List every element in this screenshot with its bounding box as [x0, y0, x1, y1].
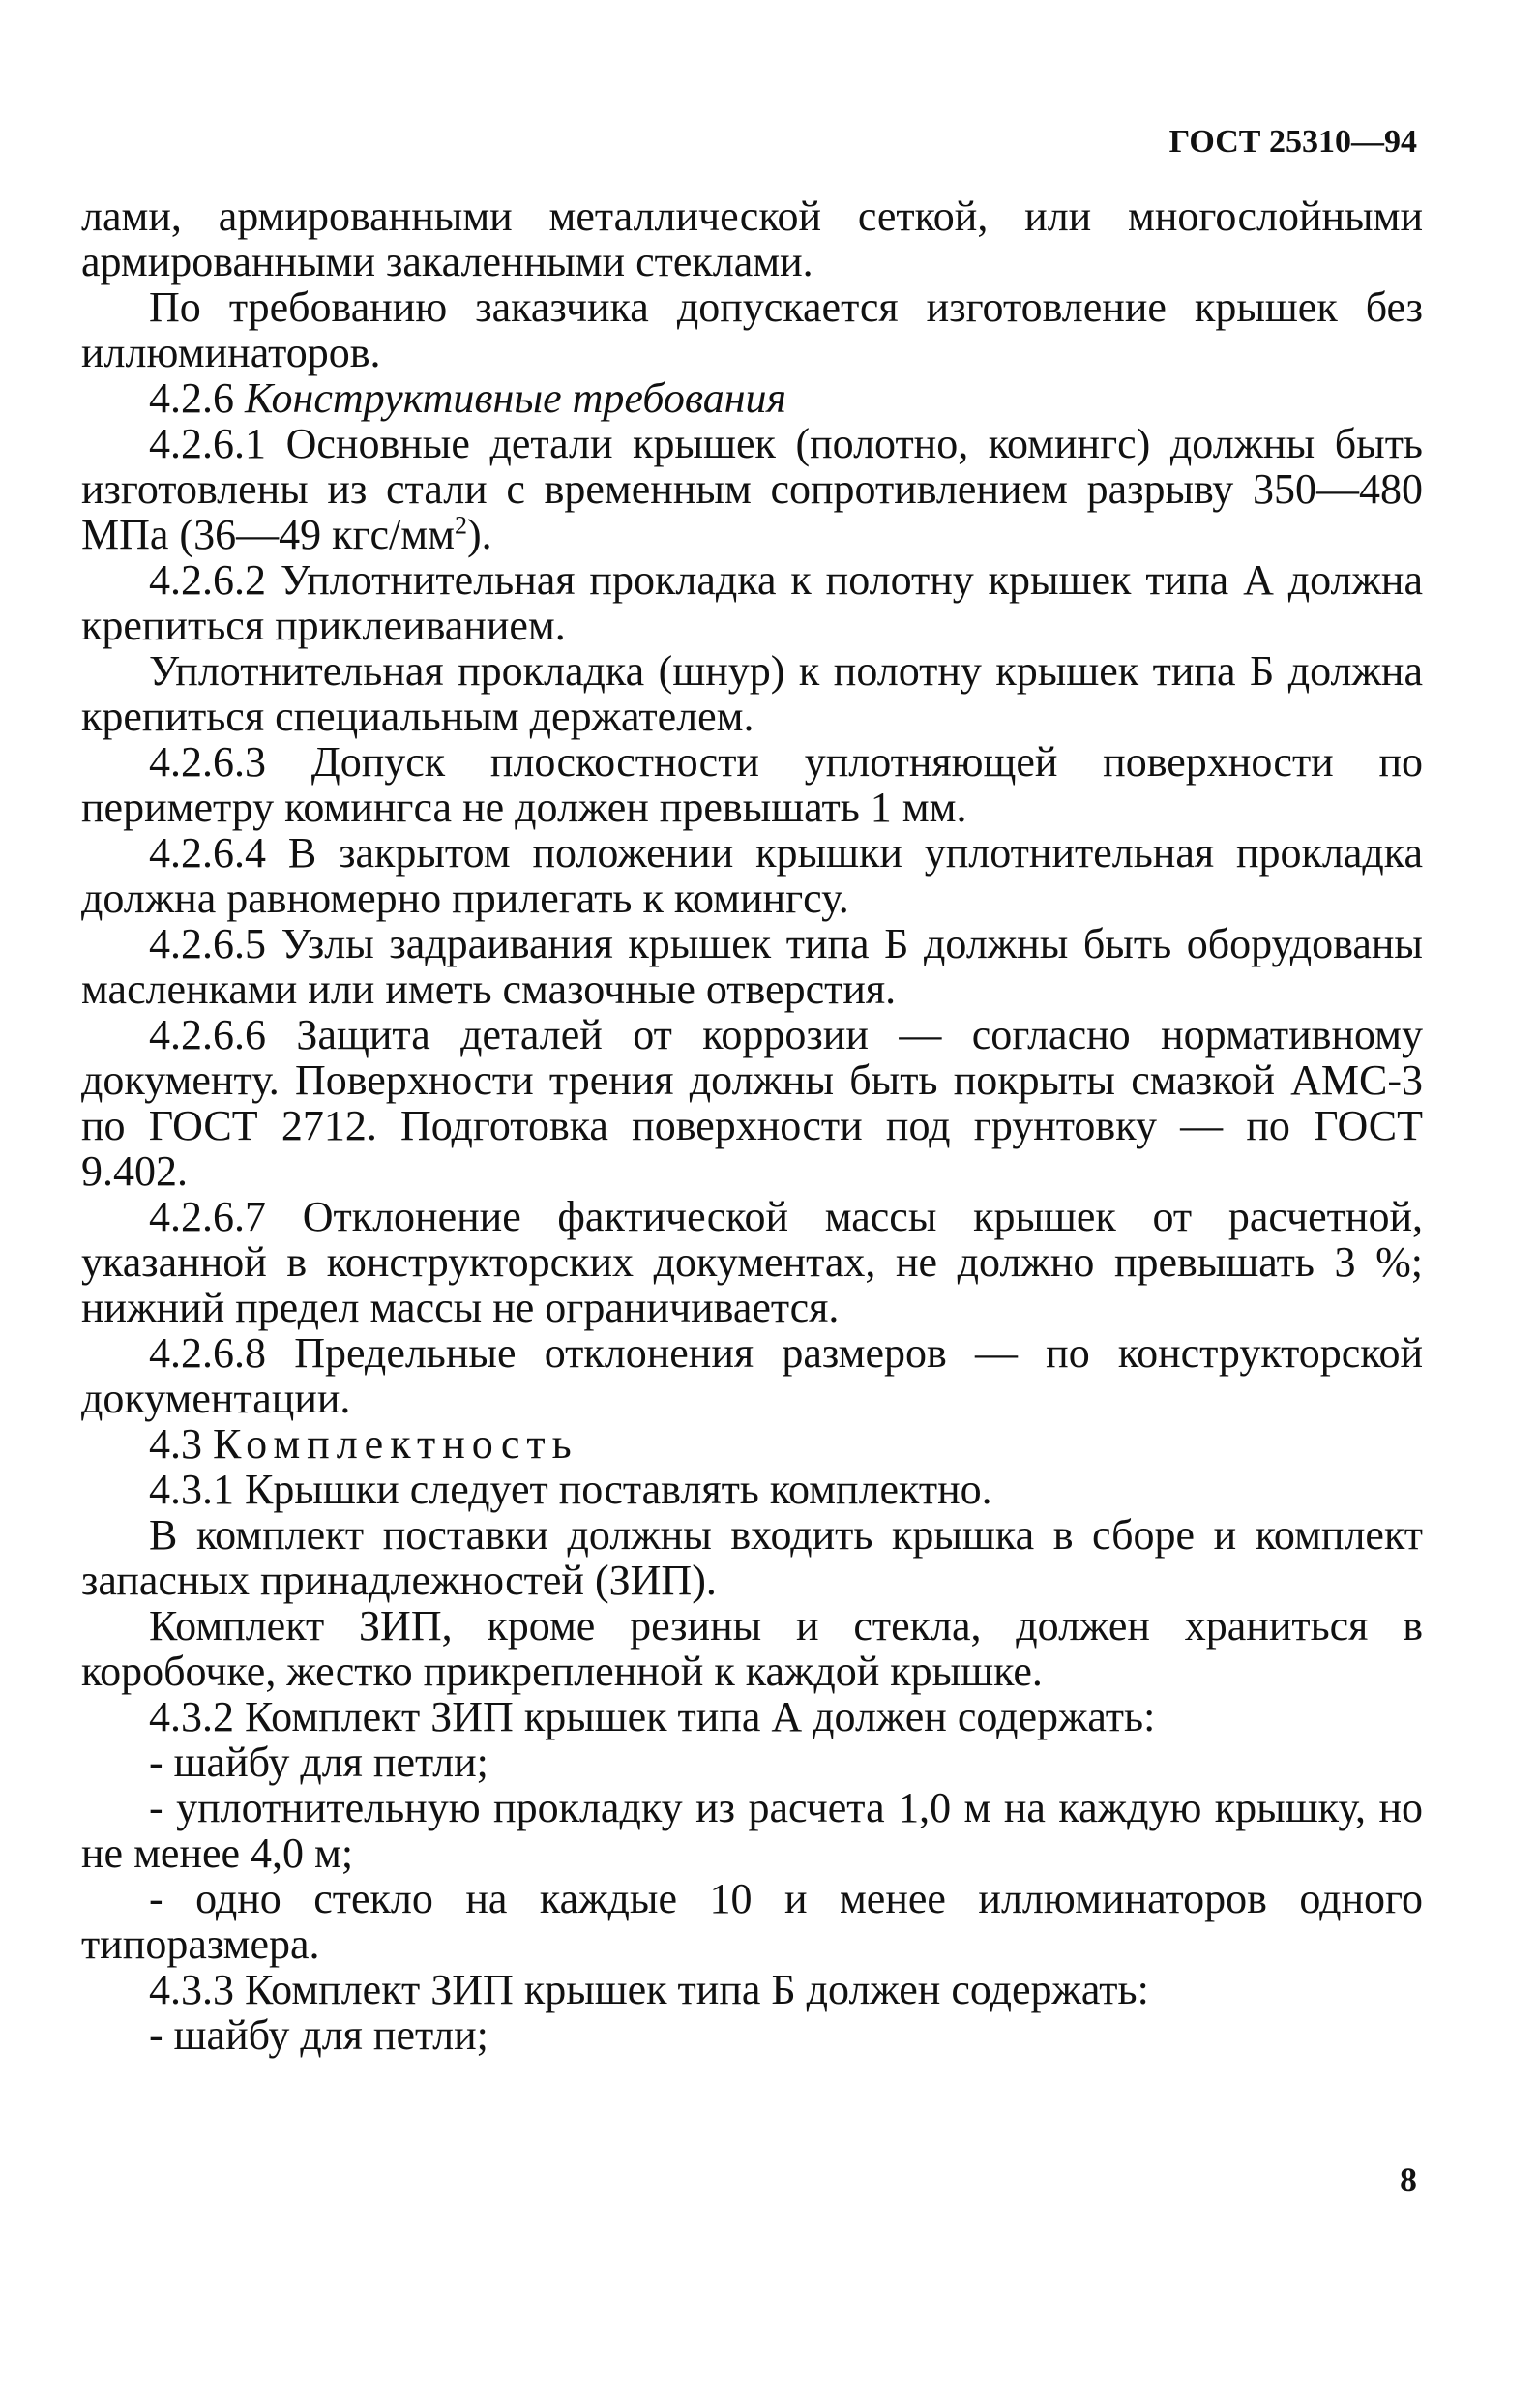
- list-item: - уплотнительную прокладку из расчета 1,0 м на каждую крышку, но не менее 4,0 м;: [81, 1784, 1423, 1877]
- paragraph-4-2-6-6: 4.2.6.6 Защита деталей от коррозии — согласно нормативному документу. Поверхности трения должны быть покрыты смазкой АМС-3 по ГОСТ 2712. Подготовка поверхности под грунтовку — по ГОСТ 9.402.: [81, 1011, 1423, 1195]
- paragraph-text: 4.2.6.1 Основные детали крышек (полотно, комингс) должны быть изготовлены из стали с временным сопротивлением разрыву 350—480 МПа (36—49 кгс/мм: [81, 420, 1423, 558]
- list-item: - шайбу для петли;: [149, 2011, 488, 2059]
- paragraph-text-end: ).: [466, 511, 492, 558]
- paragraph: По требованию заказчика допускается изготовление крышек без иллюминаторов.: [81, 283, 1423, 376]
- paragraph: В комплект поставки должны входить крышка в сборе и комплект запасных принадлежностей (ЗИП).: [81, 1511, 1423, 1604]
- paragraph: Уплотнительная прокладка (шнур) к полотну крышек типа Б должна крепиться специальным держателем.: [81, 647, 1423, 740]
- section-number: 4.3: [149, 1420, 202, 1468]
- list-item: - одно стекло на каждые 10 и менее иллюминаторов одного типоразмера.: [81, 1875, 1423, 1968]
- running-head: ГОСТ 25310—94: [1168, 124, 1417, 160]
- body-text: [81, 193, 1423, 2058]
- paragraph-4-2-6-3: 4.2.6.3 Допуск плоскостности уплотняющей поверхности по периметру комингса не должен превышать 1 мм.: [81, 738, 1423, 831]
- page-number: 8: [1400, 2160, 1417, 2199]
- paragraph-4-3-1: 4.3.1 Крышки следует поставлять комплектно.: [149, 1466, 992, 1513]
- paragraph-4-2-6-5: 4.2.6.5 Узлы задраивания крышек типа Б должны быть оборудованы масленками или иметь смазочные отверстия.: [81, 920, 1423, 1013]
- section-heading-completeness: [81, 1421, 1423, 1467]
- subsection-number: 4.2.6: [149, 374, 234, 422]
- paragraph-4-2-6-1: [81, 421, 1423, 557]
- paragraph-4-3-3: 4.3.3 Комплект ЗИП крышек типа Б должен содержать:: [149, 1966, 1149, 2013]
- superscript: 2: [454, 511, 467, 540]
- paragraph-4-2-6-7: 4.2.6.7 Отклонение фактической массы крышек от расчетной, указанной в конструкторских документах, не должно превышать 3 %; нижний предел массы не ограничивается.: [81, 1193, 1423, 1331]
- paragraph-continuation: лами, армированными металлической сеткой, или многослойными армированными закаленными стеклами.: [81, 193, 1423, 285]
- paragraph-4-2-6-2: 4.2.6.2 Уплотнительная прокладка к полотну крышек типа А должна крепиться приклеиванием.: [81, 556, 1423, 649]
- subsection-heading-constructive: [81, 375, 1423, 421]
- paragraph: Комплект ЗИП, кроме резины и стекла, должен храниться в коробочке, жестко прикрепленной к каждой крышке.: [81, 1602, 1423, 1695]
- paragraph-4-2-6-4: 4.2.6.4 В закрытом положении крышки уплотнительная прокладка должна равномерно прилегать к комингсу.: [81, 829, 1423, 922]
- paragraph-4-3-2: 4.3.2 Комплект ЗИП крышек типа А должен содержать:: [149, 1693, 1156, 1740]
- subsection-title: Конструктивные требования: [245, 374, 787, 422]
- list-item: - шайбу для петли;: [149, 1739, 488, 1786]
- paragraph-4-2-6-8: 4.2.6.8 Предельные отклонения размеров — по конструкторской документации.: [81, 1329, 1423, 1422]
- section-title: Комплектность: [213, 1420, 578, 1468]
